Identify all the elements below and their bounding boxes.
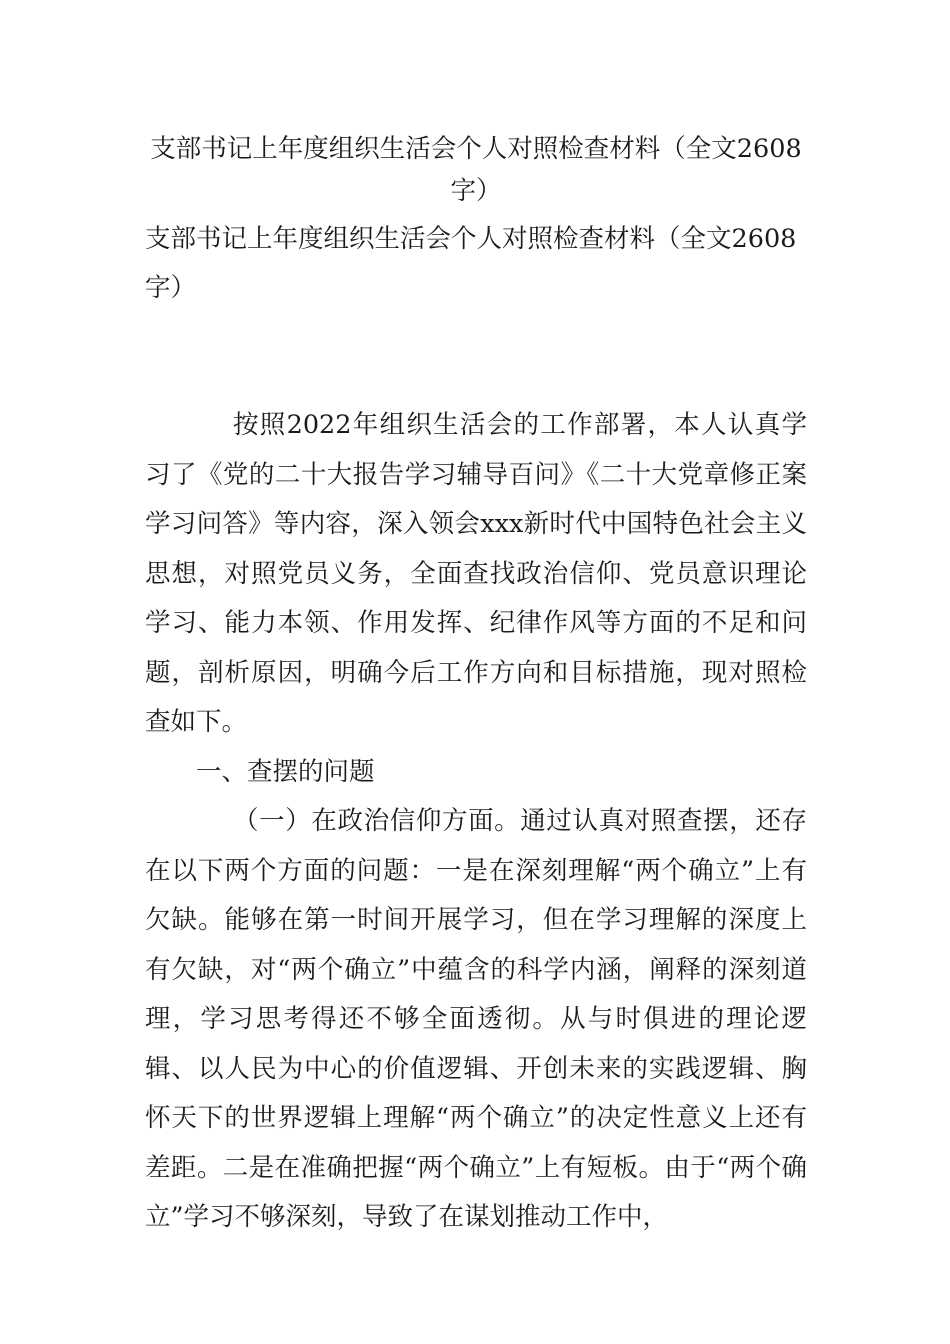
- intro-paragraph: 按照2022年组织生活会的工作部署，本人认真学习了《党的二十大报告学习辅导百问》《二十大党章修正案学习问答》等内容，深入领会xxx新时代中国特色社会主义思想，对照党员义务，全面查找政治信仰、党员意识理论学习、能力本领、作用发挥、纪律作风等方面的不足和问题，剖析原因，明确今后工作方向和目标措施，现对照检查如下。: [145, 410, 807, 737]
- section-heading: 一、查摆的问题: [196, 756, 375, 787]
- document-title-repeat: 支部书记上年度组织生活会个人对照检查材料（全文2608字）: [145, 224, 797, 303]
- document-title: 支部书记上年度组织生活会个人对照检查材料（全文2608字）: [150, 134, 802, 206]
- blank-line: [145, 313, 807, 401]
- subsection-paragraph: （一）在政治信仰方面。通过认真对照查摆，还存在以下两个方面的问题：一是在深刻理解“两个确立”上有欠缺。能够在第一时间开展学习，但在学习理解的深度上有欠缺，对“两个确立”中蕴含的科学内涵，阐释的深刻道理，学习思考得还不够全面透彻。从与时俱进的理论逻辑、以人民为中心的价值逻辑、开创未来的实践逻辑、胸怀天下的世界逻辑上理解“两个确立”的决定性意义上还有差距。二是在准确把握“两个确立”上有短板。由于“两个确立”学习不够深刻，导致了在谋划推动工作中，: [145, 806, 807, 1232]
- document-body: [145, 128, 807, 1243]
